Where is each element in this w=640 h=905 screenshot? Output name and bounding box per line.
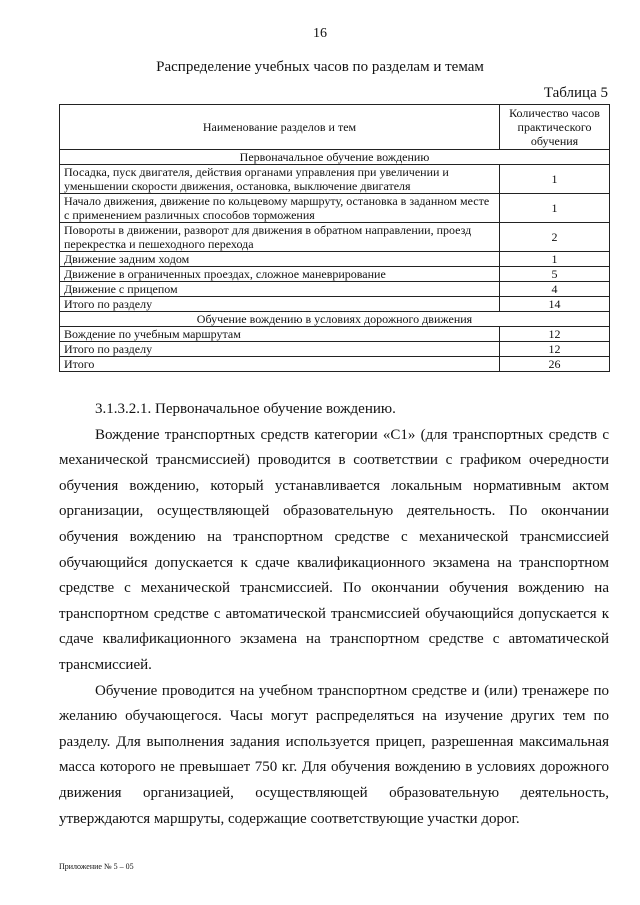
row-name: Итого по разделу	[60, 297, 500, 312]
row-hours: 2	[500, 223, 610, 252]
row-hours: 12	[500, 342, 610, 357]
row-name: Посадка, пуск двигателя, действия органами управления при увеличении и уменьшении скорости движения, остановка, выключение двигателя	[60, 165, 500, 194]
row-name: Движение в ограниченных проездах, сложное маневрирование	[60, 267, 500, 282]
row-name: Итого по разделу	[60, 342, 500, 357]
section-title: Обучение вождению в условиях дорожного движения	[60, 312, 610, 327]
table-row	[60, 327, 610, 342]
table-row	[60, 267, 610, 282]
row-name: Движение задним ходом	[60, 252, 500, 267]
table-header-row	[60, 105, 610, 150]
row-name: Движение с прицепом	[60, 282, 500, 297]
row-hours: 5	[500, 267, 610, 282]
row-hours: 1	[500, 194, 610, 223]
section-row	[60, 150, 610, 165]
row-hours: 12	[500, 327, 610, 342]
section-row	[60, 312, 610, 327]
page-number: 16	[313, 26, 327, 41]
header-name-cell: Наименование разделов и тем	[60, 105, 500, 150]
paragraph: Обучение проводится на учебном транспортном средстве и (или) тренажере по желанию обучающегося. Часы могут распределяться на изучение других тем по разделу. Для выполнения задания используется прицеп, разрешенная максимальная масса которого не превышает 750 кг. Для обучения вождению в условиях дорожного движения организацией, осуществляющей образовательную деятельность, утверждаются маршруты, содержащие соответствующие участки дорог.	[59, 682, 609, 827]
document-title: Распределение учебных часов по разделам и темам	[156, 59, 484, 75]
row-name: Повороты в движении, разворот для движения в обратном направлении, проезд перекрестка и пешеходного перехода	[60, 223, 500, 252]
table-row	[60, 194, 610, 223]
total-label: Итого	[60, 357, 500, 372]
subtotal-row	[60, 297, 610, 312]
footer-note: Приложение № 5 – 05	[59, 862, 134, 871]
table-row	[60, 252, 610, 267]
section-title: Первоначальное обучение вождению	[60, 150, 610, 165]
total-hours: 26	[500, 357, 610, 372]
table-row	[60, 165, 610, 194]
row-hours: 1	[500, 165, 610, 194]
table-caption: Таблица 5	[543, 85, 608, 101]
table-row	[60, 223, 610, 252]
table-row	[60, 282, 610, 297]
row-hours: 4	[500, 282, 610, 297]
row-hours: 1	[500, 252, 610, 267]
subheading: 3.1.3.2.1. Первоначальное обучение вождению.	[95, 401, 396, 417]
subtotal-row	[60, 342, 610, 357]
header-count-cell: Количество часов практического обучения	[500, 105, 610, 150]
hours-table	[59, 104, 610, 372]
body-text	[59, 397, 609, 832]
row-name: Начало движения, движение по кольцевому маршруту, остановка в заданном месте с применением различных способов торможения	[60, 194, 500, 223]
paragraph: Вождение транспортных средств категории «С1» (для транспортных средств с механической трансмиссией) проводится в соответствии с графиком очередности обучения вождению, который устанавливается локальным нормативным актом организации, осуществляющей образовательную деятельность. По окончании обучения вождению на транспортном средстве с механической трансмиссией обучающийся допускается к сдаче квалификационного экзамена на транспортном средстве с механической трансмиссией. По окончании обучения вождению на транспортном средстве с автоматической трансмиссией обучающийся допускается к сдаче квалификационного экзамена на транспортном средстве с автоматической трансмиссией.	[59, 426, 609, 673]
row-hours: 14	[500, 297, 610, 312]
total-row	[60, 357, 610, 372]
row-name: Вождение по учебным маршрутам	[60, 327, 500, 342]
